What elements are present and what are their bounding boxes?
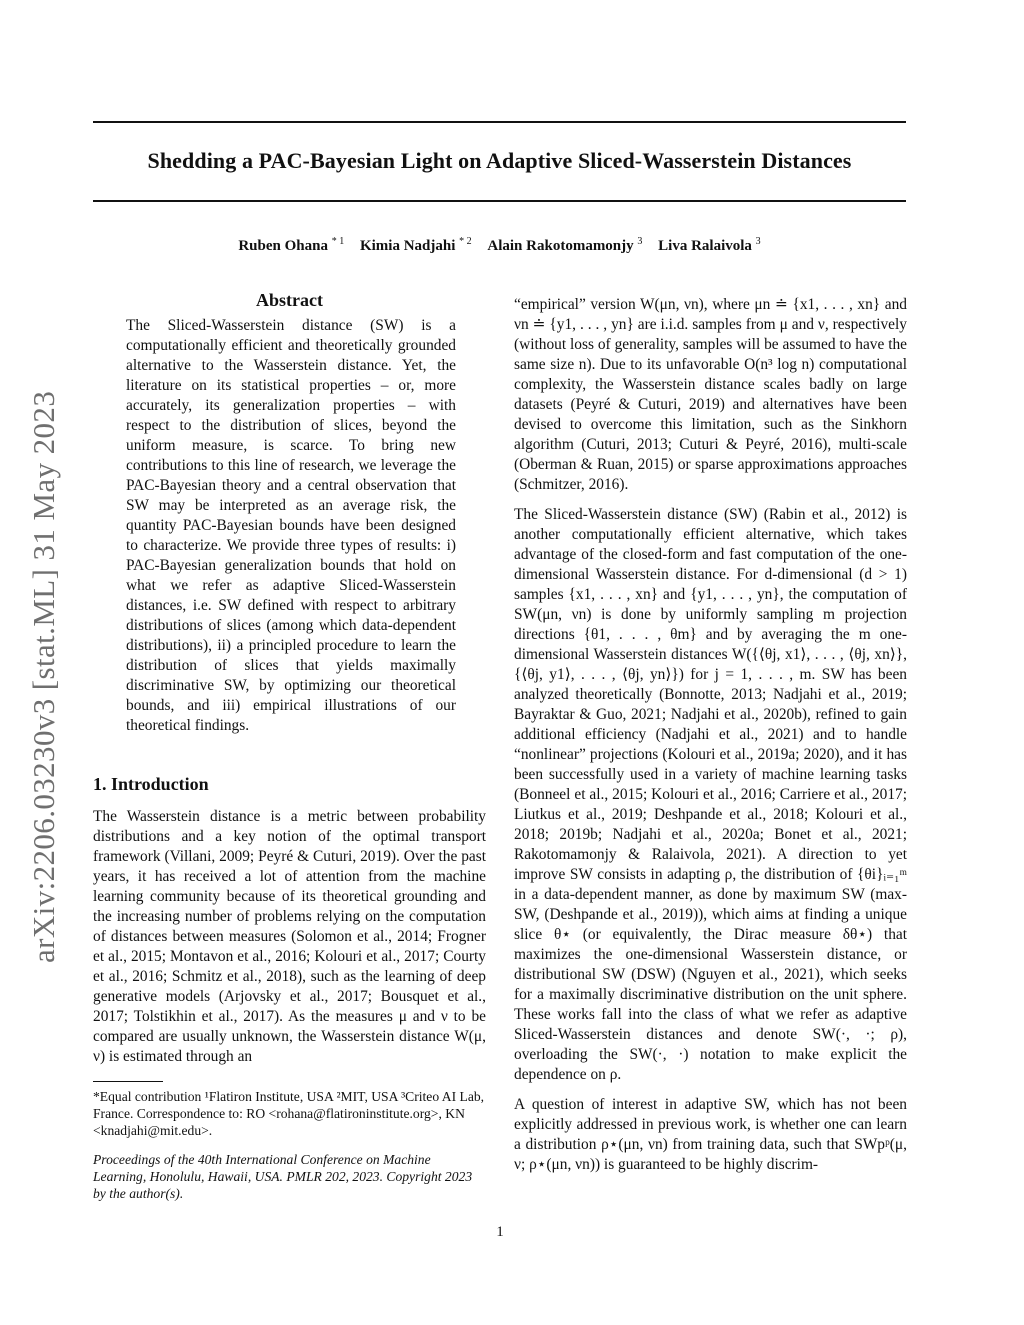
- right-paragraph-3: A question of interest in adaptive SW, which has not been explicitly addressed in previous work, is whether one can learn a distribution ρ⋆(μn, νn) from training data, such that SWpᵖ(μ, ν; ρ⋆(μn, νn)) is guaranteed to be highly discrim-: [514, 1096, 907, 1173]
- proceedings-note: Proceedings of the 40th International Conference on Machine Learning, Honolulu, Hawaii, USA. PMLR 202, 2023. Copyright 2023 by the author(s).: [93, 1152, 473, 1201]
- abstract-body: The Sliced-Wasserstein distance (SW) is a computationally efficient and theoretically grounded alternative to the Wasserstein distance. Yet, the literature on its statistical properties – or, more accurately, its generalization properties – with respect to the distribution of slices, beyond the uniform measure, is scarce. To bring new contributions to this line of research, we leverage the PAC-Bayesian theory and a central observation that SW may be interpreted as an average risk, the quantity PAC-Bayesian bounds have been designed to characterize. We provide three types of results: i) PAC-Bayesian generalization bounds that hold on what we refer as adaptive Sliced-Wasserstein distances, i.e. SW defined with respect to arbitrary distributions of slices (among which data-dependent distributions), ii) a principled procedure to learn the distribution of slices that yields maximally discriminative SW, by optimizing our theoretical bounds, and iii) empirical illustrations of our theoretical findings.: [126, 317, 456, 734]
- author-list: [93, 236, 906, 255]
- top-rule: [93, 121, 906, 123]
- right-column: [514, 295, 907, 1185]
- page-number: 1: [496, 1224, 504, 1240]
- author: Liva Ralaivola $^3$: [658, 236, 761, 254]
- footnote-rule: [93, 1081, 163, 1082]
- left-column: [93, 290, 486, 1202]
- section-heading-introduction: 1. Introduction: [93, 774, 209, 794]
- abstract-heading: Abstract: [256, 290, 323, 310]
- paper-title: Shedding a PAC-Bayesian Light on Adaptive Sliced-Wasserstein Distances: [147, 148, 852, 173]
- right-paragraph-1: “empirical” version W(μn, νn), where μn ≐ {x1, . . . , xn} and νn ≐ {y1, . . . , yn} are i.i.d. samples from μ and ν, respectively (without loss of generality, samples will be assumed to have the same size n). Due to its unfavorable O(n³ log n) computational complexity, the Wasserstein distance scales badly on large datasets (Peyré & Cuturi, 2019) and alternatives have been devised to overcome this limitation, such as the Sinkhorn algorithm (Cuturi, 2013; Cuturi & Peyré, 2016), multi-scale (Oberman & Ruan, 2015) or sparse approximations approaches (Schmitzer, 2016).: [514, 296, 907, 493]
- author: Alain Rakotomamonjy $^3$: [487, 236, 643, 254]
- intro-paragraph-1: The Wasserstein distance is a metric between probability distributions and a key notion of the optimal transport framework (Villani, 2009; Peyré & Cuturi, 2019). Over the past years, it has received a lot of attention from the machine learning community because of its theoretical grounding and the increasing number of problems relying on the computation of distances between measures (Solomon et al., 2014; Frogner et al., 2015; Montavon et al., 2016; Kolouri et al., 2017; Courty et al., 2016; Schmitz et al., 2018), such as the learning of deep generative models (Arjovsky et al., 2017; Bousquet et al., 2017; Tolstikhin et al., 2017). As the measures μ and ν to be compared are usually unknown, the Wasserstein distance W(μ, ν) is estimated through an: [93, 808, 486, 1065]
- author: Kimia Nadjahi $^{* 2}$: [359, 236, 472, 254]
- title-rule: [93, 200, 906, 202]
- author: Ruben Ohana $^{* 1}$: [238, 236, 345, 254]
- arxiv-stamp: arXiv:2206.03230v3 [stat.ML] 31 May 2023: [26, 390, 61, 963]
- right-paragraph-2: The Sliced-Wasserstein distance (SW) (Rabin et al., 2012) is another computationally efficient alternative, which takes advantage of the closed-form and fast computation of the one-dimensional Wasserstein distance. For d-dimensional (d > 1) samples {x1, . . . , xn} and {y1, . . . , yn}, the computation of SW(μn, νn) is done by uniformly sampling m projection directions {θ1, . . . , θm} and by averaging the m one-dimensional Wasserstein distances W({⟨θj, x1⟩, . . . , ⟨θj, xn⟩}, {⟨θj, y1⟩, . . . , ⟨θj, yn⟩}) for j = 1, . . . , m. SW has been analyzed theoretically (Bonnotte, 2013; Nadjahi et al., 2019; Bayraktar & Guo, 2021; Nadjahi et al., 2020b), refined to gain additional efficiency (Nadjahi et al., 2021) and to handle “nonlinear” projections (Kolouri et al., 2019a; 2020), and it has been successfully used in a variety of machine learning tasks (Bonneel et al., 2015; Kolouri et al., 2016; Carriere et al., 2017; Liutkus et al., 2019; Deshpande et al., 2018; Kolouri et al., 2018; 2019b; Nadjahi et al., 2020a; Bonet et al., 2021; Rakotomamonjy & Ralaivola, 2021). A direction to yet improve SW consists in adapting ρ, the distribution of {θi}ᵢ₌₁ᵐ in a data-dependent manner, as done by maximum SW (max-SW, (Deshpande et al., 2019)), which aims at finding a unique slice θ⋆ (or equivalently, the Dirac measure δθ⋆) that maximizes the one-dimensional Wasserstein distance, or distributional SW (DSW) (Nguyen et al., 2021), which seeks for a maximally discriminative distribution on the unit sphere. These works fall into the class of what we refer as adaptive Sliced-Wasserstein distances and denote SW(·, ·; ρ), overloading the SW(·, ·) notation to make explicit the dependence on ρ.: [514, 506, 907, 1083]
- footnote-affiliations: *Equal contribution ¹Flatiron Institute, USA ²MIT, USA ³Criteo AI Lab, France. Correspondence to: RO <rohana@flatironinstitute.org>, KN <knadjahi@mit.edu>.: [93, 1089, 485, 1138]
